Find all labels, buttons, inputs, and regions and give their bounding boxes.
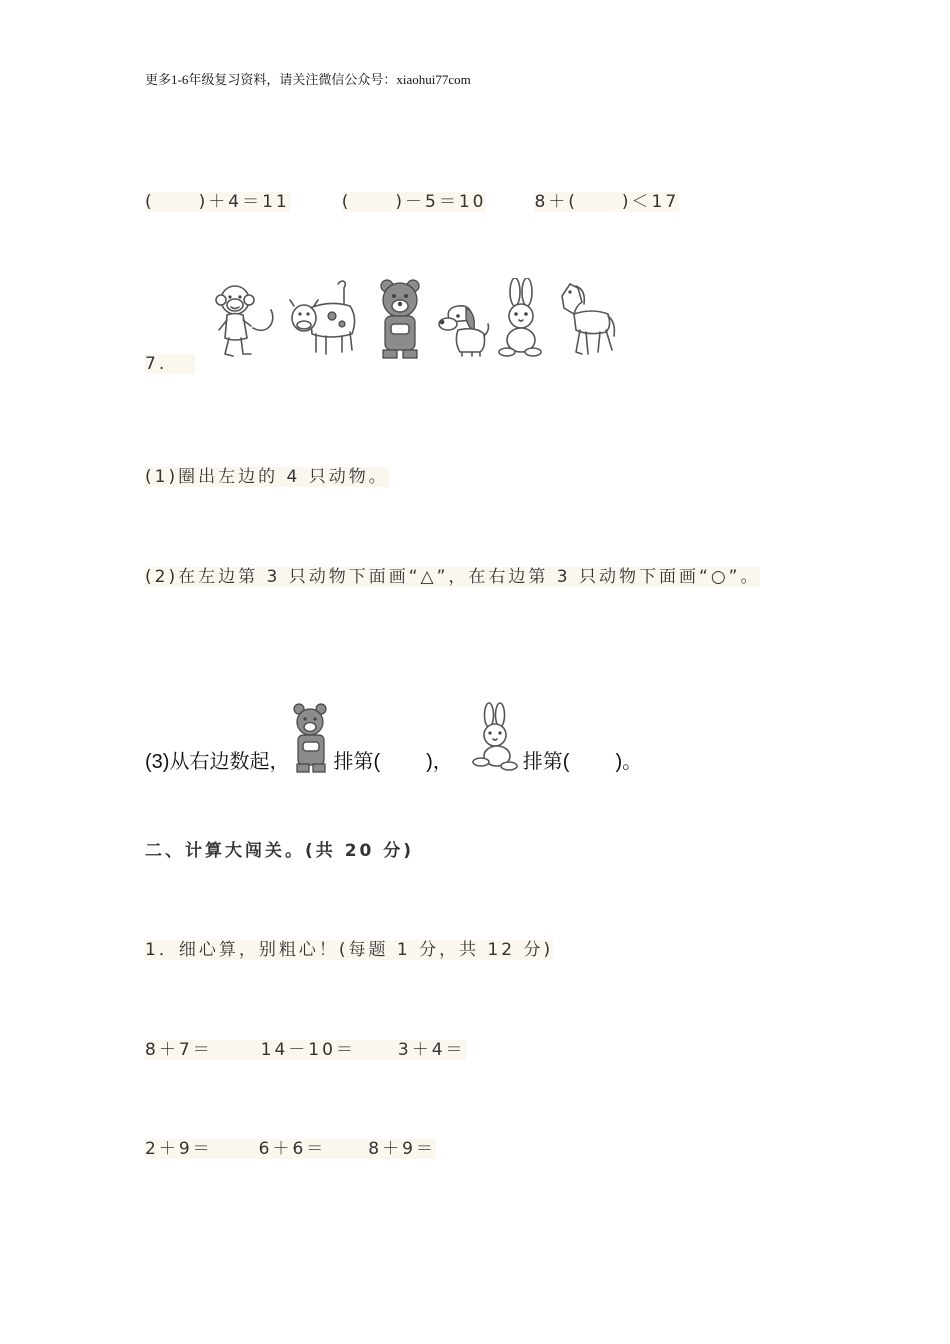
- rabbit-icon: [469, 702, 523, 774]
- fill-item-3: 8＋( )＜17: [534, 192, 680, 212]
- horse-icon: [552, 278, 618, 360]
- bear-icon: [289, 702, 333, 774]
- page-header-note: 更多1-6年级复习资料，请关注微信公众号：xiaohui77com: [145, 72, 471, 87]
- q7-part3: (3)从右边数起， 排第( )， 排第( )。: [145, 702, 642, 774]
- calc-item: 2＋9＝: [145, 1139, 259, 1159]
- calc-item: 3＋4＝: [397, 1040, 466, 1060]
- section-2-title: 二、计算大闯关。(共 20 分): [145, 841, 415, 861]
- bear-icon: [371, 278, 431, 360]
- fill-in-row: [145, 187, 679, 212]
- q7-part2: (2)在左边第 3 只动物下面画“△”，在右边第 3 只动物下面画“○”。: [145, 567, 761, 587]
- fill-item-2: ( )－5＝10: [341, 192, 487, 212]
- calc-item: 14－10＝: [261, 1040, 398, 1060]
- rabbit-icon: [497, 278, 547, 360]
- fill-item-1: ( )＋4＝11: [145, 192, 290, 212]
- calc-row-1: [145, 1035, 466, 1060]
- calc-row-2: [145, 1134, 436, 1159]
- calc-q1-title: 1．细心算，别粗心！(每题 1 分，共 12 分): [145, 940, 554, 960]
- calc-item: 6＋6＝: [259, 1139, 369, 1159]
- q7-part1: (1)圈出左边的 4 只动物。: [145, 467, 389, 487]
- calc-item: 8＋9＝: [368, 1139, 436, 1159]
- question-number: 7.: [145, 354, 195, 374]
- dog-icon: [436, 278, 492, 360]
- calc-item: 8＋7＝: [145, 1040, 261, 1060]
- cow-icon: [286, 278, 366, 360]
- monkey-icon: [215, 278, 281, 360]
